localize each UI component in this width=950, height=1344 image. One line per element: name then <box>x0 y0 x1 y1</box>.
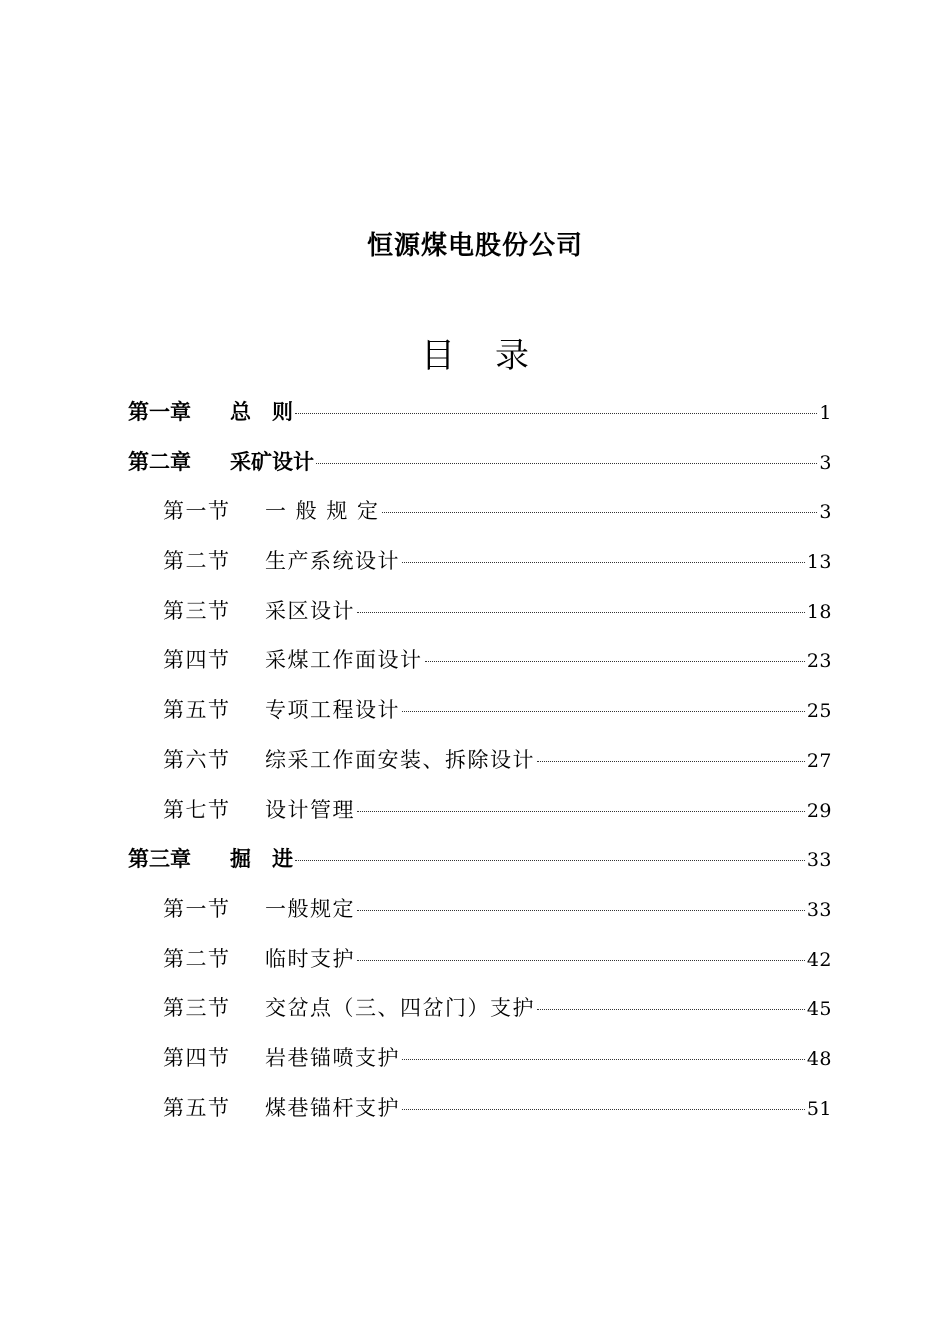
toc-section[interactable] <box>128 1084 832 1134</box>
toc-entry-number: 第四节 <box>163 648 231 673</box>
toc-chapter-2[interactable] <box>128 438 832 488</box>
toc-heading-char-1: 目 <box>421 336 455 376</box>
toc-entry-number: 第六节 <box>163 747 231 772</box>
toc-entry-number: 第一节 <box>163 896 231 921</box>
toc-entry-page: 1 <box>819 402 832 424</box>
dot-leader <box>402 1109 805 1110</box>
dot-leader <box>357 910 805 911</box>
toc-section[interactable] <box>128 736 832 786</box>
toc-chapter-1[interactable] <box>128 388 832 438</box>
toc-entry-number: 第五节 <box>163 698 231 723</box>
toc-heading <box>0 334 950 378</box>
toc-entry-title: 采矿设计 <box>230 449 314 474</box>
toc-entry-number: 第五节 <box>163 1095 231 1120</box>
dot-leader <box>316 463 817 464</box>
toc-section[interactable] <box>128 686 832 736</box>
toc-entry-title: 设计管理 <box>265 797 355 822</box>
toc-entry-title: 临时支护 <box>265 946 355 971</box>
dot-leader <box>537 761 805 762</box>
toc-entry-title: 煤巷锚杆支护 <box>265 1095 400 1120</box>
toc-entry-number: 第二节 <box>163 946 231 971</box>
toc-section[interactable] <box>128 587 832 637</box>
dot-leader <box>402 1059 805 1060</box>
toc-entry-number: 第七节 <box>163 797 231 822</box>
toc-section[interactable] <box>128 786 832 836</box>
toc-entry-title: 采区设计 <box>265 598 355 623</box>
toc-entry-page: 27 <box>806 749 832 772</box>
toc-section[interactable] <box>128 636 832 686</box>
toc-entry-page: 33 <box>806 849 832 872</box>
toc-entry-page: 18 <box>806 600 832 623</box>
toc-entry-page: 13 <box>806 551 832 574</box>
toc-heading-char-2: 录 <box>495 336 529 376</box>
toc-entry-title: 交岔点（三、四岔门）支护 <box>265 996 535 1021</box>
toc-section[interactable] <box>128 487 832 537</box>
toc-entry-title: 综采工作面安装、拆除设计 <box>265 747 535 772</box>
dot-leader <box>425 661 805 662</box>
dot-leader <box>357 612 805 613</box>
toc-section[interactable] <box>128 537 832 587</box>
toc-entry-title: 掘 进 <box>230 847 293 872</box>
toc-entry-page: 23 <box>806 650 832 673</box>
toc-entry-page: 42 <box>806 948 832 971</box>
toc-entry-page: 25 <box>806 700 832 723</box>
toc-entry-page: 3 <box>819 451 832 474</box>
toc-section[interactable] <box>128 1034 832 1084</box>
toc-entry-number: 第三节 <box>163 598 231 623</box>
dot-leader <box>357 960 805 961</box>
toc-entry-number: 第二章 <box>128 449 191 474</box>
toc-chapter-3[interactable] <box>128 835 832 885</box>
toc-entry-title: 岩巷锚喷支护 <box>265 1045 400 1070</box>
dot-leader <box>295 860 805 861</box>
toc-section[interactable] <box>128 984 832 1034</box>
toc-entry-page: 45 <box>806 998 832 1021</box>
dot-leader <box>402 711 805 712</box>
toc-entry-number: 第一章 <box>128 400 191 424</box>
company-name: 恒源煤电股份公司 <box>366 231 583 261</box>
dot-leader <box>295 413 817 414</box>
toc-entry-title: 一 般 规 定 <box>265 499 380 524</box>
toc-entry-number: 第三节 <box>163 996 231 1021</box>
toc-entry-title: 采煤工作面设计 <box>265 648 423 673</box>
dot-leader <box>382 512 818 513</box>
toc-entry-title: 总 则 <box>230 400 293 424</box>
toc-entry-number: 第四节 <box>163 1045 231 1070</box>
toc-entry-page: 48 <box>806 1047 832 1070</box>
toc-entry-title: 生产系统设计 <box>265 549 400 574</box>
toc-entry-number: 第二节 <box>163 549 231 574</box>
dot-leader <box>537 1009 805 1010</box>
table-of-contents <box>128 388 832 1133</box>
toc-section[interactable] <box>128 935 832 985</box>
dot-leader <box>357 811 805 812</box>
toc-entry-number: 第一节 <box>163 499 231 524</box>
toc-section[interactable] <box>128 885 832 935</box>
toc-entry-page: 51 <box>806 1097 832 1120</box>
toc-entry-page: 3 <box>819 501 832 524</box>
toc-entry-title: 一般规定 <box>265 896 355 921</box>
toc-entry-page: 29 <box>806 799 832 822</box>
toc-entry-page: 33 <box>806 898 832 921</box>
dot-leader <box>402 562 805 563</box>
toc-entry-number: 第三章 <box>128 847 191 872</box>
toc-entry-title: 专项工程设计 <box>265 698 400 723</box>
